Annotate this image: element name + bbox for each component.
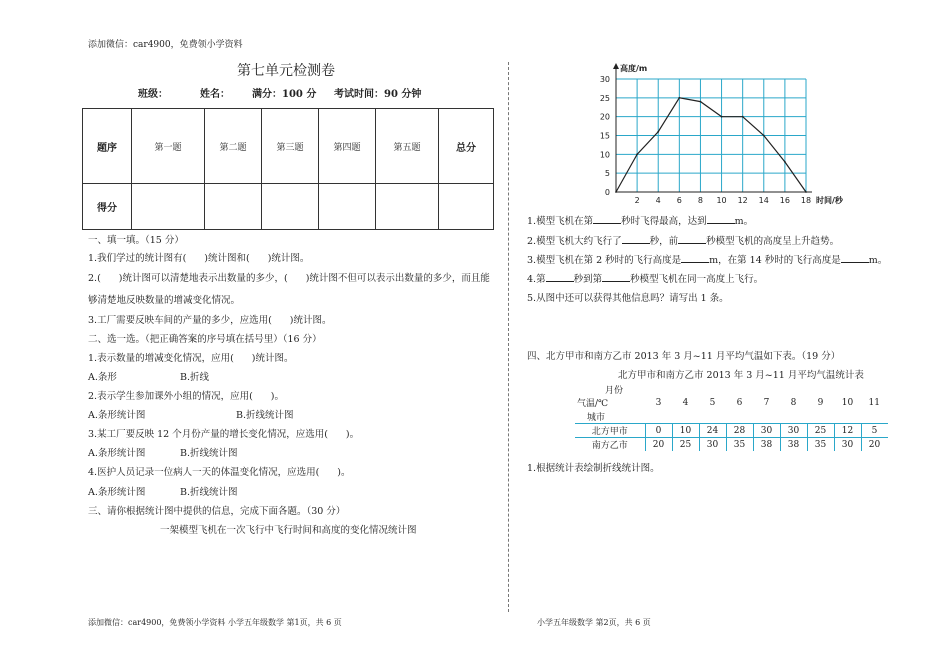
- data-point: [763, 135, 765, 137]
- data-point: [784, 161, 786, 163]
- data-point: [657, 131, 659, 133]
- class-label: 班级：: [138, 89, 168, 100]
- chart-caption: 一架模型飞机在一次飞行中飞行时间和高度的变化情况统计图: [160, 525, 417, 536]
- score-cell[interactable]: [439, 184, 494, 230]
- full-score: 满分：100 分: [252, 89, 317, 100]
- exam-time: 考试时间：90 分钟: [334, 89, 422, 100]
- s3-q3: 3.模型飞机在第 2 秒时的飞行高度是 m，在第 14 秒时的飞行高度是 m。: [527, 255, 888, 266]
- temp-cell: 30: [699, 438, 726, 452]
- s2-q1-opt-b: B.折线: [180, 372, 210, 383]
- x-tick-label: 18: [800, 196, 812, 205]
- month-3: 3: [655, 398, 662, 408]
- s3-q4: 4.第 秒到第 秒模型飞机在同一高度上飞行。: [527, 274, 764, 285]
- s1-q2: 2.( )统计图可以清楚地表示出数量的多少，( )统计图不但可以表示出数量的多少，而且能: [88, 273, 490, 284]
- data-point: [636, 153, 638, 155]
- s3-q2: 2.模型飞机大约飞行了 秒，前 秒模型飞机的高度呈上升趋势。: [527, 236, 840, 247]
- col-q2: 第二题: [205, 109, 262, 184]
- col-q1: 第一题: [132, 109, 205, 184]
- temp-cell: 30: [753, 424, 780, 438]
- city-north: 北方甲市: [575, 424, 645, 438]
- col-q4: 第四题: [319, 109, 376, 184]
- data-point: [700, 101, 702, 103]
- flight-line-chart: [590, 55, 865, 205]
- s2-q3-opt-a: A.条形统计图: [88, 448, 146, 459]
- temp-cell: 24: [699, 424, 726, 438]
- table-corner: 月份 气温/℃ 城市: [577, 386, 624, 423]
- s2-q2-opt-a: A.条形统计图: [88, 410, 146, 421]
- month-6: 6: [736, 398, 743, 408]
- temp-cell: 35: [726, 438, 753, 452]
- x-tick-label: 4: [655, 196, 661, 205]
- name-label: 姓名：: [200, 89, 230, 100]
- temp-cell: 25: [807, 424, 834, 438]
- x-tick-label: 6: [676, 196, 682, 205]
- top-note: 添加微信：car4900，免费领小学资料: [88, 40, 243, 50]
- score-cell[interactable]: [205, 184, 262, 230]
- x-tick-label: 10: [716, 196, 727, 205]
- temp-cell: 12: [834, 424, 861, 438]
- data-point: [678, 97, 680, 99]
- data-point: [805, 191, 807, 193]
- temp-cell: 30: [834, 438, 861, 452]
- y-tick-label: 10: [599, 150, 610, 160]
- temp-cell: 5: [861, 424, 888, 438]
- data-point: [721, 116, 723, 118]
- s2-q4-opt-a: A.条形统计图: [88, 487, 146, 498]
- s2-q4-opt-b: B.折线统计图: [180, 487, 238, 498]
- score-cell[interactable]: [376, 184, 439, 230]
- section3-title: 三、请你根据统计图中提供的信息，完成下面各题。（30 分）: [88, 506, 346, 517]
- col-q3: 第三题: [262, 109, 319, 184]
- month-8: 8: [790, 398, 797, 408]
- temp-cell: 20: [861, 438, 888, 452]
- table-row: [575, 438, 888, 452]
- y-tick-label: 25: [599, 93, 610, 103]
- temp-cell: 38: [753, 438, 780, 452]
- s3-q5: 5.从图中还可以获得其他信息吗？请写出 1 条。: [527, 293, 729, 304]
- col-total: 总分: [439, 109, 494, 184]
- footer-right: 小学五年级数学 第2页，共 6 页: [537, 618, 651, 627]
- score-cell[interactable]: [319, 184, 376, 230]
- data-point: [742, 116, 744, 118]
- s2-q2: 2.表示学生参加课外小组的情况，应用( )。: [88, 391, 284, 402]
- s2-q3-opt-b: B.折线统计图: [180, 448, 238, 459]
- s1-q3: 3.工厂需要反映车间的产量的多少，应选用( )统计图。: [88, 315, 332, 326]
- table-row: [575, 424, 888, 438]
- x-tick-label: 12: [737, 196, 748, 205]
- section1-title: 一、填一填。（15 分）: [88, 235, 184, 246]
- city-south: 南方乙市: [575, 438, 645, 452]
- temp-cell: 0: [645, 424, 672, 438]
- temp-table-title: 北方甲市和南方乙市 2013 年 3 月~11 月平均气温统计表: [618, 370, 864, 381]
- month-7: 7: [763, 398, 770, 408]
- temp-cell: 35: [807, 438, 834, 452]
- s2-q2-opt-b: B.折线统计图: [236, 410, 294, 421]
- temp-cell: 20: [645, 438, 672, 452]
- x-tick-label: 2: [634, 196, 640, 205]
- page-divider: [508, 62, 509, 612]
- temp-cell: 38: [780, 438, 807, 452]
- s2-q4: 4.医护人员记录一位病人一天的体温变化情况，应选用( )。: [88, 467, 351, 478]
- month-5: 5: [709, 398, 716, 408]
- temp-cell: 30: [780, 424, 807, 438]
- score-cell[interactable]: [262, 184, 319, 230]
- month-9: 9: [817, 398, 824, 408]
- row-head-order: 题序: [83, 109, 132, 184]
- month-10: 10: [841, 398, 854, 408]
- y-tick-label: 0: [604, 188, 610, 197]
- month-4: 4: [682, 398, 689, 408]
- section2-title: 二、选一选。（把正确答案的序号填在括号里）（16 分）: [88, 334, 322, 345]
- y-axis-label: 高度/m: [620, 64, 648, 73]
- y-tick-label: 20: [599, 112, 610, 122]
- page-title: 第七单元检测卷: [237, 63, 335, 79]
- temp-cell: 28: [726, 424, 753, 438]
- month-11: 11: [868, 398, 880, 408]
- x-tick-label: 8: [697, 196, 703, 205]
- section4-title: 四、北方甲市和南方乙市 2013 年 3 月~11 月平均气温如下表。（19 分）: [527, 351, 841, 362]
- y-tick-label: 5: [604, 169, 610, 179]
- temperature-table: [575, 383, 888, 451]
- s2-q1-opt-a: A.条形: [88, 372, 117, 383]
- col-q5: 第五题: [376, 109, 439, 184]
- y-axis-arrow: [613, 63, 619, 69]
- x-axis-label: 时间/秒: [816, 196, 843, 205]
- data-point: [615, 191, 617, 193]
- s4-q1: 1.根据统计表绘制折线统计图。: [527, 463, 660, 474]
- y-tick-label: 15: [599, 131, 610, 141]
- y-tick-label: 30: [599, 75, 610, 84]
- score-cell[interactable]: [132, 184, 205, 230]
- temp-cell: 25: [672, 438, 699, 452]
- row-head-score: 得分: [83, 184, 132, 230]
- x-tick-label: 16: [779, 196, 790, 205]
- temp-cell: 10: [672, 424, 699, 438]
- score-table: [82, 108, 494, 230]
- s3-q1: 1.模型飞机在第 秒时飞得最高，达到 m。: [527, 216, 754, 227]
- s2-q1: 1.表示数量的增减变化情况，应用( )统计图。: [88, 353, 294, 364]
- s2-q3: 3.某工厂要反映 12 个月份产量的增长变化情况，应选用( )。: [88, 429, 360, 440]
- series-line: [616, 98, 806, 192]
- s1-q2-cont: 够清楚地反映数量的增减变化情况。: [88, 295, 241, 306]
- s1-q1: 1.我们学过的统计图有( )统计图和( )统计图。: [88, 253, 310, 264]
- footer-left: 添加微信：car4900，免费领小学资料 小学五年级数学 第1页，共 6 页: [88, 618, 342, 627]
- x-tick-label: 14: [758, 196, 769, 205]
